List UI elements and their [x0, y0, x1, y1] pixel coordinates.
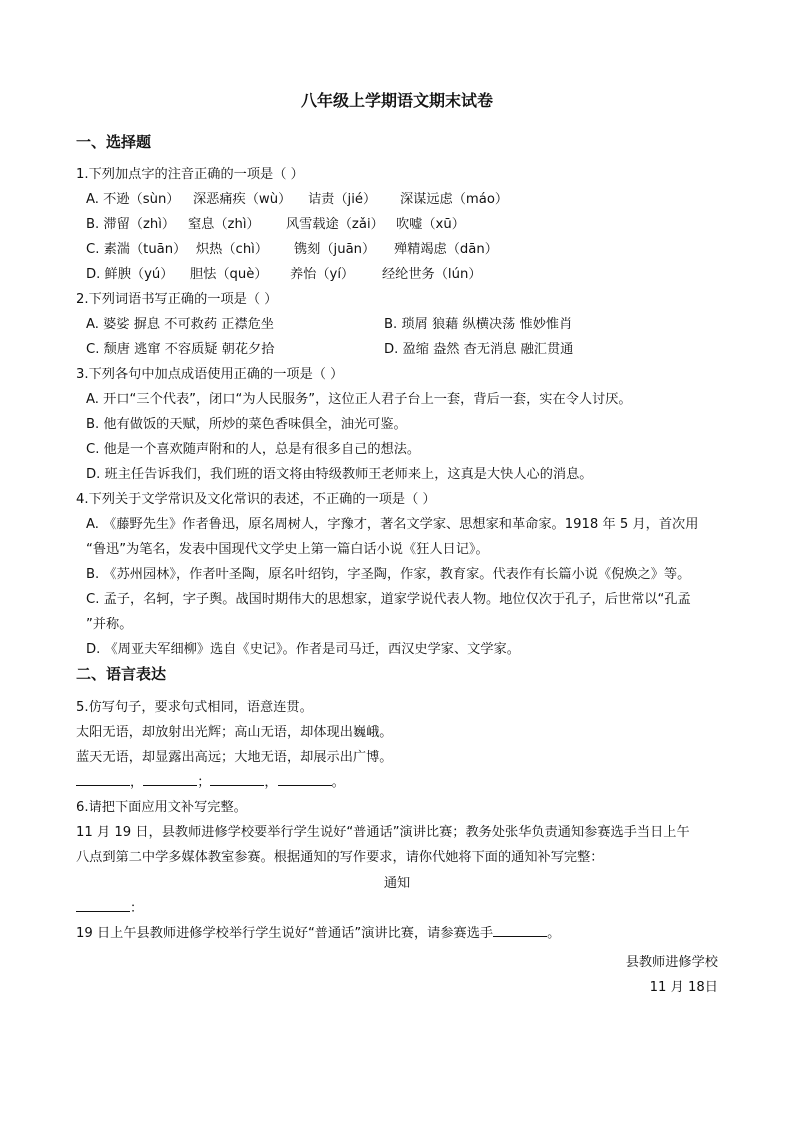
question-1-stem: 1.下列加点字的注音正确的一项是（ ）	[76, 167, 304, 182]
page-title: 八年级上学期语文期末试卷	[300, 91, 493, 110]
question-5-example-1: 太阳无语，却放射出光辉；高山无语，却体现出巍峨。	[76, 725, 393, 740]
answer-blank-2[interactable]	[143, 773, 197, 786]
answer-blank-1[interactable]	[76, 773, 130, 786]
notice-title: 通知	[383, 876, 411, 891]
section-heading-expression: 二、语言表达	[76, 665, 167, 683]
question-4-option-a: A. 《藤野先生》作者鲁迅，原名周树人，字豫才，著名文学家、思想家和革命家。1918 年 5 月，首次用	[86, 517, 699, 532]
answer-blank-3[interactable]	[210, 773, 264, 786]
question-2-option-d: D. 盈缩 盎然 杳无消息 融汇贯通	[384, 342, 574, 357]
question-2-option-a: A. 婆娑 摒息 不可救药 正襟危坐	[86, 317, 274, 332]
salutation-blank[interactable]	[76, 899, 130, 912]
question-4-option-a-cont: “鲁迅”为笔名，发表中国现代文学史上第一篇白话小说《狂人日记》。	[86, 542, 489, 557]
question-4-option-b: B. 《苏州园林》，作者叶圣陶，原名叶绍钧，字圣陶，作家，教育家。代表作有长篇小说《倪焕之》等。	[86, 567, 691, 582]
question-3-stem: 3.下列各句中加点成语使用正确的一项是（ ）	[76, 367, 344, 382]
notice-salutation-line: ：	[76, 897, 143, 916]
question-5-example-2: 蓝天无语，却显露出高远；大地无语，却展示出广博。	[76, 750, 393, 765]
question-6-paragraph-1: 11 月 19 日，县教师进修学校要举行学生说好“普通话”演讲比赛；教务处张华负责通知参赛选手当日上午	[76, 825, 690, 840]
answer-blank-4[interactable]	[278, 773, 332, 786]
question-2-option-c: C. 颓唐 逃窜 不容质疑 朝花夕拾	[86, 342, 275, 357]
question-5-answer-line: ， ； ， 。	[76, 771, 345, 790]
question-3-option-a: A. 开口“三个代表”，闭口“为人民服务”，这位正人君子台上一套，背后一套，实在令人讨厌。	[86, 392, 632, 407]
question-3-option-d: D. 班主任告诉我们，我们班的语文将由特级教师王老师来上，这真是大快人心的消息。	[86, 467, 593, 482]
question-5-stem: 5.仿写句子，要求句式相同，语意连贯。	[76, 700, 313, 715]
question-4-stem: 4.下列关于文学常识及文化常识的表述，不正确的一项是（ ）	[76, 492, 436, 507]
question-4-option-d: D. 《周亚夫军细柳》选自《史记》。作者是司马迁，西汉史学家、文学家。	[86, 642, 520, 657]
notice-body: 19 日上午县教师进修学校举行学生说好“普通话”演讲比赛，请参赛选手 。	[76, 926, 561, 941]
question-4-option-c: C. 孟子，名轲，字子舆。战国时期伟大的思想家，道家学说代表人物。地位仅次于孔子，后世常以“孔孟	[86, 592, 691, 607]
question-3-option-c: C. 他是一个喜欢随声附和的人，总是有很多自己的想法。	[86, 442, 421, 457]
notice-date: 11 月 18日	[649, 980, 718, 995]
notice-body-blank[interactable]	[493, 924, 547, 937]
question-3-option-b: B. 他有做饭的天赋，所炒的菜色香味俱全，油光可鉴。	[86, 417, 407, 432]
question-4-option-c-cont: ”并称。	[86, 617, 133, 632]
question-2-stem: 2.下列词语书写正确的一项是（ ）	[76, 292, 278, 307]
notice-signer: 县教师进修学校	[625, 955, 718, 970]
question-6-stem: 6.请把下面应用文补写完整。	[76, 800, 247, 815]
question-2-option-b: B. 琐屑 狼藉 纵横决荡 惟妙惟肖	[384, 317, 573, 332]
question-6-paragraph-2: 八点到第二中学多媒体教室参赛。根据通知的写作要求，请你代她将下面的通知补写完整：	[76, 850, 604, 865]
section-heading-choice: 一、选择题	[76, 133, 152, 151]
